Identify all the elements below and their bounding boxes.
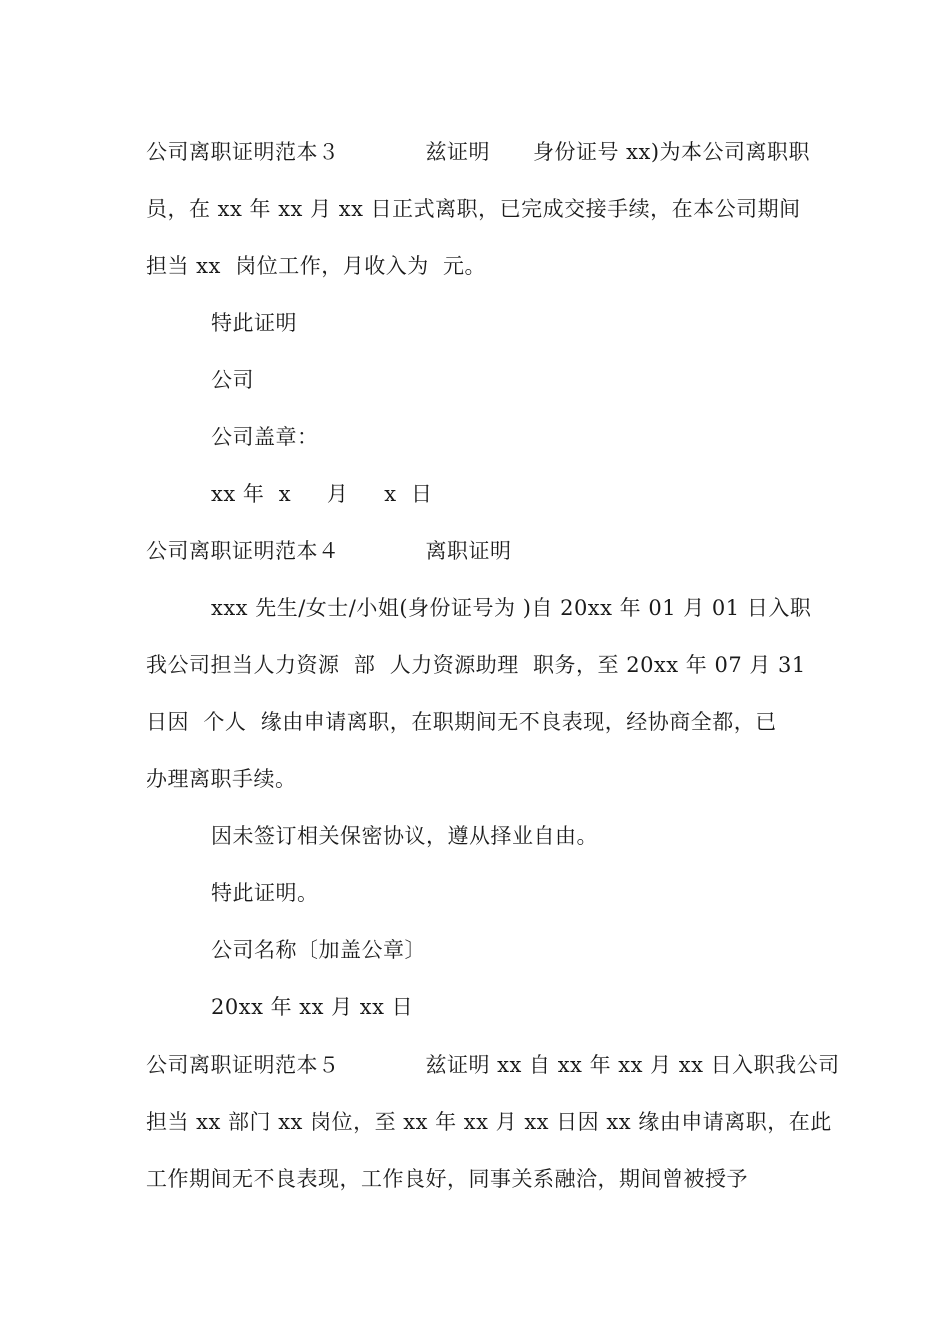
text-line: 公司: [211, 368, 254, 392]
text-line: 公司名称〔加盖公章〕: [211, 938, 426, 962]
text-line: xxx 先生/女士/小姐(身份证号为 )自 20xx 年 01 月 01 日入职: [211, 596, 812, 620]
text-line: 因未签订相关保密协议，遵从择业自由。: [211, 824, 598, 848]
text-line: 日因 个人 缘由申请离职，在职期间无不良表现，经协商全都，已: [146, 710, 777, 734]
text-line: 担当 xx 部门 xx 岗位，至 xx 年 xx 月 xx 日因 xx 缘由申请离职，在此: [146, 1110, 832, 1134]
text-line: xx 年 x 月 x 日: [211, 482, 433, 506]
text-line: 特此证明: [211, 311, 297, 335]
text-line: 公司离职证明范本３ 兹证明 身份证号 xx)为本公司离职职: [146, 140, 811, 164]
text-line: 特此证明。: [211, 881, 319, 905]
text-line: 我公司担当人力资源 部 人力资源助理 职务，至 20xx 年 07 月 31: [146, 653, 806, 677]
text-line: 公司盖章：: [211, 425, 319, 449]
text-line: 工作期间无不良表现，工作良好，同事关系融洽，期间曾被授予: [146, 1167, 748, 1191]
text-line: 20xx 年 xx 月 xx 日: [211, 995, 414, 1019]
text-line: 员，在 xx 年 xx 月 xx 日正式离职，已完成交接手续，在本公司期间: [146, 197, 801, 221]
section-heading: 公司离职证明范本４ 离职证明: [146, 539, 512, 563]
text-line: 办理离职手续。: [146, 767, 297, 791]
section-heading: 公司离职证明范本５ 兹证明 xx 自 xx 年 xx 月 xx 日入职我公司: [146, 1053, 840, 1077]
text-line: 担当 xx 岗位工作，月收入为 元。: [146, 254, 487, 278]
